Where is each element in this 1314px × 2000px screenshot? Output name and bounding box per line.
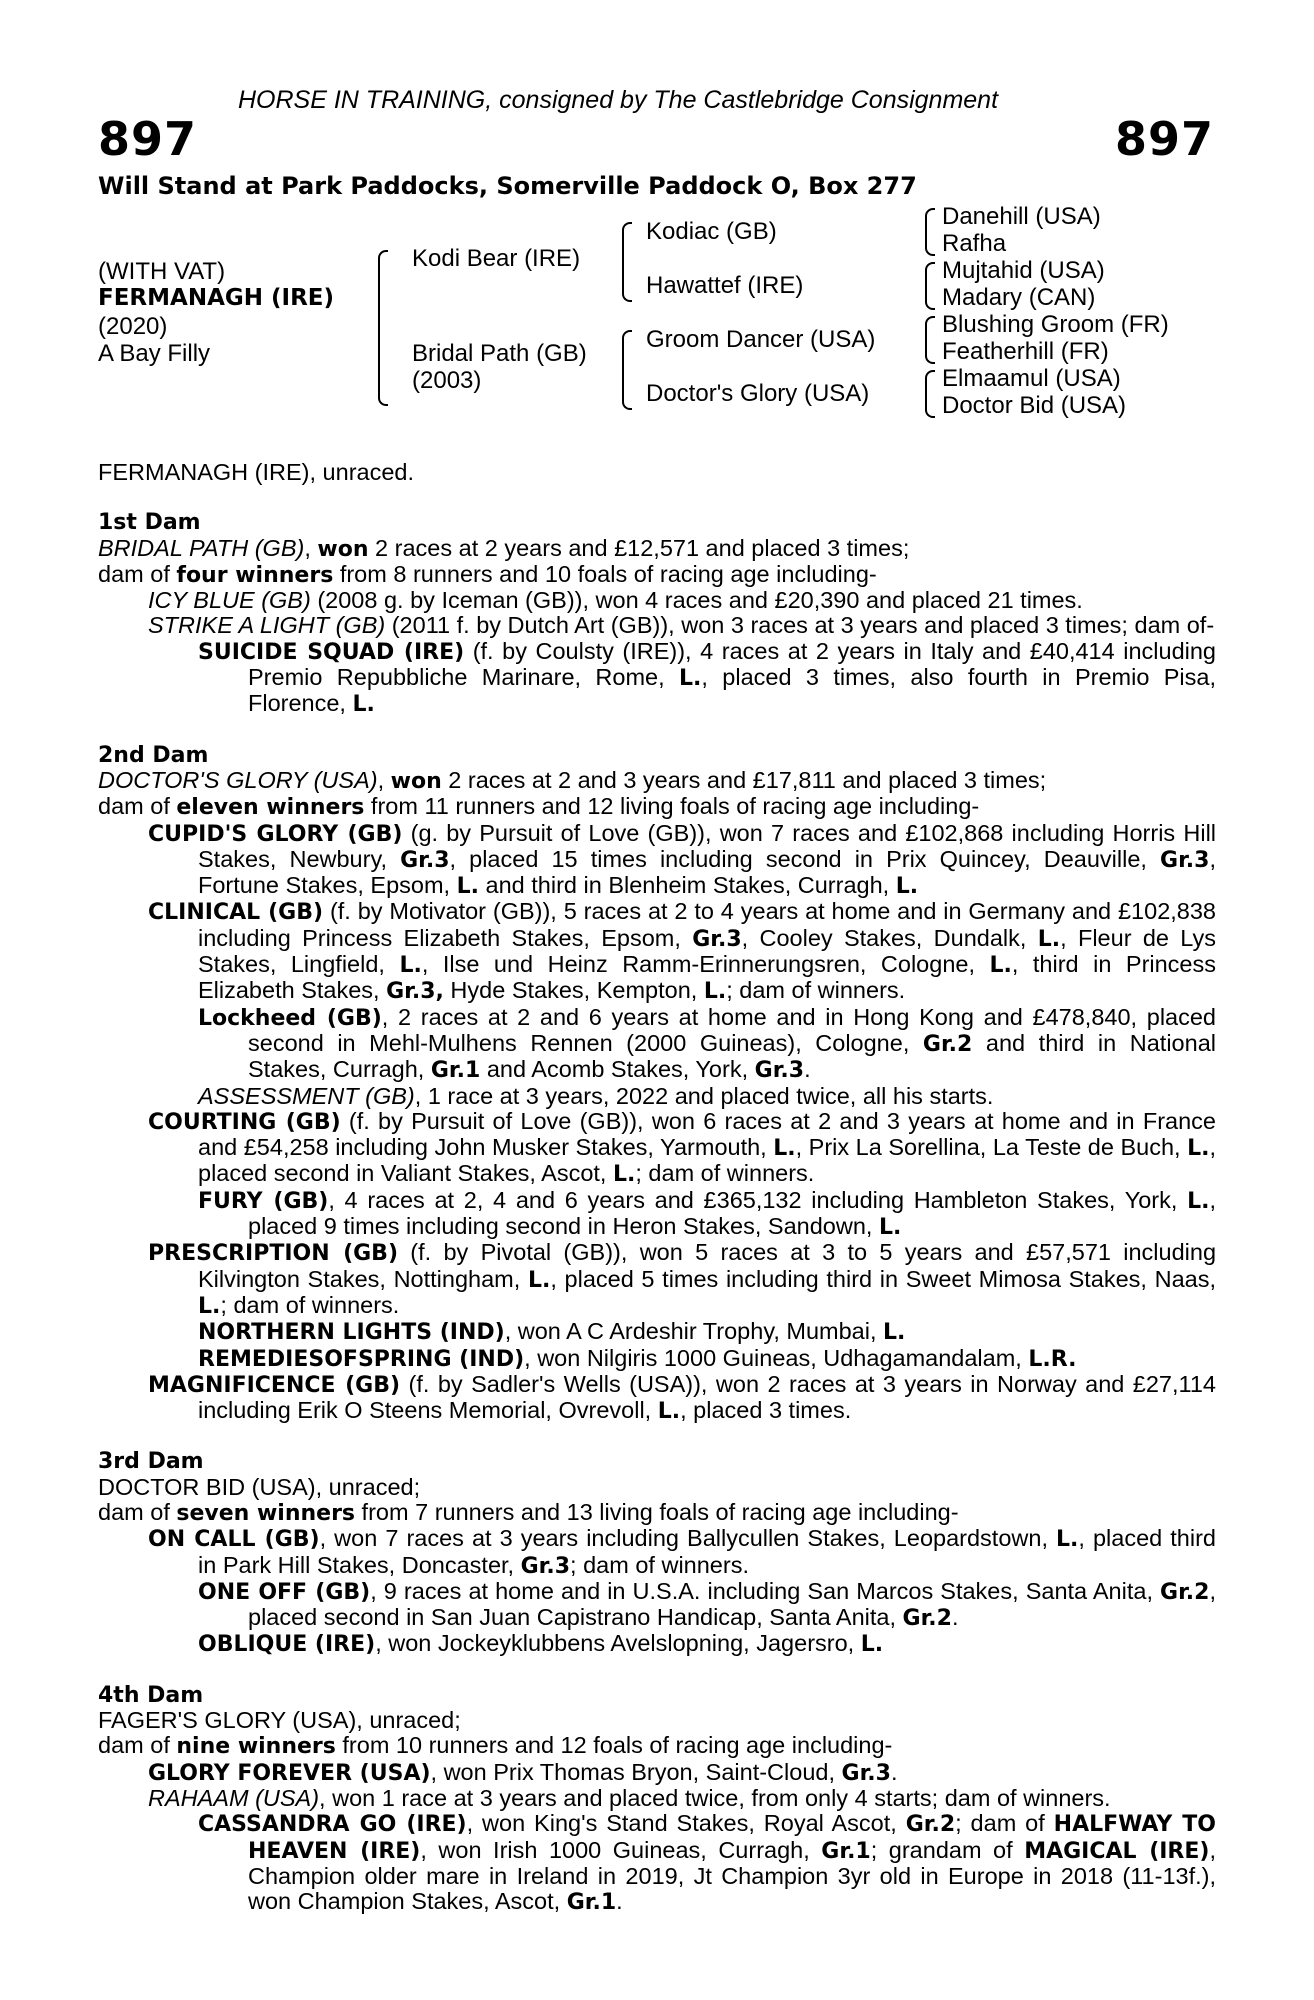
entry-prescription: PRESCRIPTION (GB) (f. by Pivotal (GB)), won 5 races at 3 to 5 years and £57,571 including Kilvington Stakes, Nottingham, L., placed 5 times including third in Sweet Mimosa Stakes, Naas, L.; dam of winners. — [148, 1239, 1217, 1319]
entry-remediesofspring: REMEDIESOFSPRING (IND), won Nilgiris 1000 Guineas, Udhagamandalam, L.R. — [198, 1344, 1077, 1372]
horse-description: A Bay Filly — [98, 340, 211, 367]
catalogue-body — [98, 460, 1216, 1915]
entry-northern-lights: NORTHERN LIGHTS (IND), won A C Ardeshir Trophy, Mumbai, L. — [198, 1318, 906, 1346]
brace-ss — [925, 208, 935, 256]
entry-suicide-squad: SUICIDE SQUAD (IRE) (f. by Coulsty (IRE)), 4 races at 2 years in Italy and £40,414 including Premio Repubbliche Marinare, Rome, L., placed 3 times, also fourth in Premio Pisa, Florence, L. — [198, 637, 1216, 718]
third-dam-produce: dam of seven winners from 7 runners and 13 living foals of racing age including- — [98, 1498, 959, 1526]
fourth-dam-heading: 4th Dam — [98, 1682, 204, 1708]
dam-sire: Groom Dancer (USA) — [646, 326, 876, 353]
first-dam-produce: dam of four winners from 8 runners and 10 foals of racing age including- — [98, 560, 877, 588]
entry-on-call: ON CALL (GB), won 7 races at 3 years including Ballycullen Stakes, Leopardstown, L., placed third in Park Hill Stakes, Doncaster, Gr.3; dam of winners. — [148, 1525, 1216, 1579]
fourth-dam-produce: dam of nine winners from 10 runners and 12 foals of racing age including- — [98, 1732, 893, 1760]
stand-location: Will Stand at Park Paddocks, Somerville Paddock O, Box 277 — [98, 172, 917, 200]
horse-name: FERMANAGH (IRE) — [98, 285, 335, 311]
lot-number-right: 897 — [1114, 112, 1214, 166]
entry-assessment: ASSESSMENT (GB), 1 race at 3 years, 2022 and placed twice, all his starts. — [198, 1082, 994, 1109]
lot-number-left: 897 — [98, 112, 198, 166]
dam-dam: Doctor's Glory (USA) — [646, 380, 870, 407]
catalogue-header: HORSE IN TRAINING, consigned by The Castlebridge Consignment — [238, 86, 999, 114]
brace-dam — [622, 330, 632, 410]
sire-sire: Kodiac (GB) — [646, 218, 777, 245]
third-dam-line: DOCTOR BID (USA), unraced; — [98, 1473, 421, 1500]
sire-dam-dam: Madary (CAN) — [942, 284, 1096, 311]
entry-cassandra-go: CASSANDRA GO (IRE), won King's Stand Stakes, Royal Ascot, Gr.2; dam of HALFWAY TO HEAVEN (IRE), won Irish 1000 Guineas, Curragh, Gr.1; grandam of MAGICAL (IRE), Champion older mare in Ireland in 2019, Jt Champion 3yr old in Europe in 2018 (11-13f.), won Champion Stakes, Ascot, Gr.1. — [198, 1810, 1217, 1916]
brace-horse — [378, 250, 388, 406]
entry-fury: FURY (GB), 4 races at 2, 4 and 6 years and £365,132 including Hambleton Stakes, York, L., placed 9 times including second in Heron Stakes, Sandown, L. — [198, 1186, 1217, 1241]
intro-line: FERMANAGH (IRE), unraced. — [98, 459, 415, 485]
entry-lockheed: Lockheed (GB), 2 races at 2 and 6 years at home and in Hong Kong and £478,840, placed second in Mehl-Mulhens Rennen (2000 Guineas), Cologne, Gr.2 and third in National Stakes, Curragh, Gr.1 and Acomb Stakes, York, Gr.3. — [198, 1003, 1216, 1084]
vat-note: (WITH VAT) — [98, 258, 226, 285]
dam-dam-sire: Elmaamul (USA) — [942, 365, 1121, 392]
dam-year: (2003) — [412, 367, 482, 394]
entry-cupids-glory: CUPID'S GLORY (GB) (g. by Pursuit of Love (GB)), won 7 races and £102,868 including Horris Hill Stakes, Newbury, Gr.3, placed 15 times including second in Prix Quincey, Deauville, Gr.3, Fortune Stakes, Epsom, L. and third in Blenheim Stakes, Curragh, L. — [148, 819, 1217, 900]
second-dam-line: DOCTOR'S GLORY (USA), won 2 races at 2 and 3 years and £17,811 and placed 3 times; — [98, 766, 1047, 794]
entry-one-off: ONE OFF (GB), 9 races at home and in U.S.A. including San Marcos Stakes, Santa Anita, Gr.2, placed second in San Juan Capistrano Handicap, Santa Anita, Gr.2. — [198, 1577, 1216, 1632]
entry-icy-blue: ICY BLUE (GB) (2008 g. by Iceman (GB)), won 4 races and £20,390 and placed 21 times. — [148, 587, 1083, 614]
brace-dd — [925, 370, 935, 418]
sire-dam-sire: Mujtahid (USA) — [942, 257, 1105, 284]
dam-sire-dam: Featherhill (FR) — [942, 338, 1109, 365]
dam-dam-dam: Doctor Bid (USA) — [942, 392, 1127, 419]
second-dam-produce: dam of eleven winners from 11 runners and 12 living foals of racing age including- — [98, 793, 980, 821]
entry-magnificence: MAGNIFICENCE (GB) (f. by Sadler's Wells (USA)), won 2 races at 3 years in Norway and £27,114 including Erik O Steens Memorial, Ovrevoll, L., placed 3 times. — [148, 1370, 1216, 1425]
sire: Kodi Bear (IRE) — [412, 245, 581, 272]
dam-sire-sire: Blushing Groom (FR) — [942, 311, 1169, 338]
entry-clinical: CLINICAL (GB) (f. by Motivator (GB)), 5 races at 2 to 4 years at home and in Germany and £102,838 including Princess Elizabeth Stakes, Epsom, Gr.3, Cooley Stakes, Dundalk, L., Fleur de Lys Stakes, Lingfield, L., Ilse und Heinz Ramm-Erinnerungsren, Cologne, L., third in Princess Elizabeth Stakes, Gr.3, Hyde Stakes, Kempton, L.; dam of winners. — [148, 898, 1217, 1005]
brace-ds — [925, 316, 935, 364]
entry-rahaam: RAHAAM (USA), won 1 race at 3 years and placed twice, from only 4 starts; dam of winners. — [148, 1784, 1111, 1811]
sire-sire-sire: Danehill (USA) — [942, 203, 1101, 230]
first-dam-line: BRIDAL PATH (GB), won 2 races at 2 years and £12,571 and placed 3 times; — [98, 534, 910, 562]
entry-glory-forever: GLORY FOREVER (USA), won Prix Thomas Bryon, Saint-Cloud, Gr.3. — [148, 1758, 898, 1786]
sire-dam: Hawattef (IRE) — [646, 272, 804, 299]
brace-sire — [622, 222, 632, 302]
entry-strike-a-light: STRIKE A LIGHT (GB) (2011 f. by Dutch Art (GB)), won 3 races at 3 years and placed 3 times; dam of- — [148, 612, 1215, 639]
horse-year: (2020) — [98, 313, 168, 340]
dam: Bridal Path (GB) — [412, 340, 587, 367]
second-dam-heading: 2nd Dam — [98, 742, 209, 768]
entry-oblique: OBLIQUE (IRE), won Jockeyklubbens Avelslopning, Jagersro, L. — [198, 1630, 884, 1658]
first-dam-heading: 1st Dam — [98, 510, 201, 536]
fourth-dam-line: FAGER'S GLORY (USA), unraced; — [98, 1707, 461, 1734]
third-dam-heading: 3rd Dam — [98, 1449, 204, 1475]
brace-sd — [925, 262, 935, 310]
sire-sire-dam: Rafha — [942, 230, 1007, 257]
entry-courting: COURTING (GB) (f. by Pursuit of Love (GB)), won 6 races at 2 and 3 years at home and in France and £54,258 including John Musker Stakes, Yarmouth, L., Prix La Sorellina, La Teste de Buch, L., placed second in Valiant Stakes, Ascot, L.; dam of winners. — [148, 1107, 1217, 1188]
